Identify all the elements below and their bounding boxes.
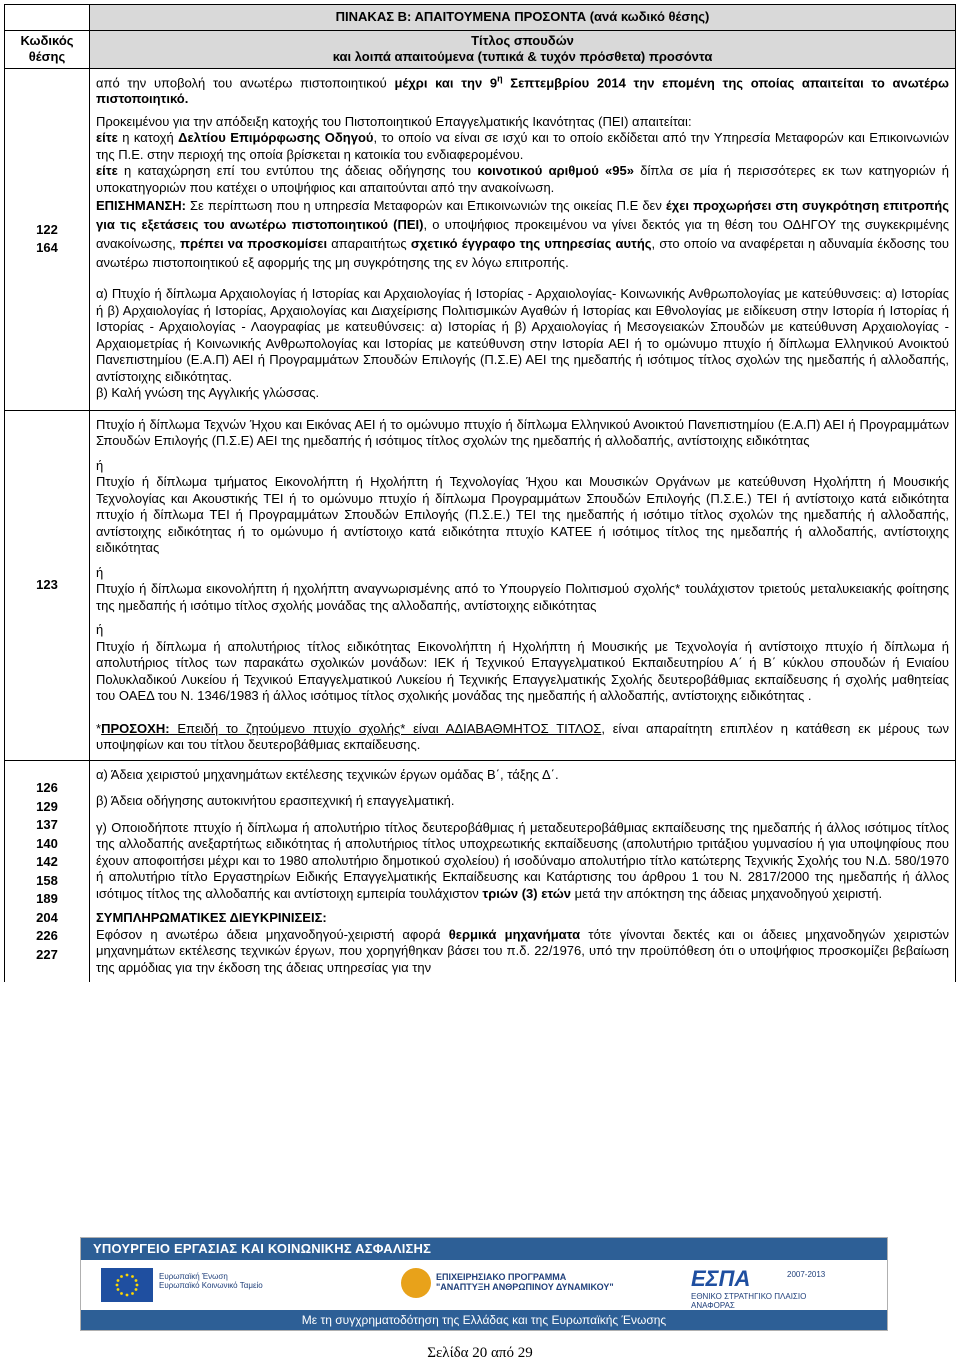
- eu-flag-icon: [101, 1268, 153, 1302]
- funding-banner: ΥΠΟΥΡΓΕΙΟ ΕΡΓΑΣΙΑΣ ΚΑΙ ΚΟΙΝΩΝΙΚΗΣ ΑΣΦΑΛΙΣΗΣ Ευρωπαϊκή Ένωση Ευρωπαϊκό Κοινωνικό Ταμείο ΕΠΙΧΕΙΡΗΣΙΑΚΟ ΠΡΟΓΡΑΜΜΑ "ΑΝΑΠΤΥΞΗ ΑΝΘΡΩΠΙΝΟΥ ΔΥΝΑΜΙΚΟΥ" ΕΣΠΑ 2007-2013 ΕΘΝΙΚΟ ΣΤΡΑΤΗΓΙΚΟ ΠΛΑΙΣΙΟ ΑΝΑΦΟΡΑΣ Με τη συγχρηματοδότηση της Ελλάδας και της Ευρωπαϊκής Ένωσης: [80, 1237, 888, 1331]
- qualifications-text: Πτυχίο ή δίπλωμα Τεχνών Ήχου και Εικόνας ΑΕΙ ή το ομώνυμο πτυχίο ή δίπλωμα Ελληνικού Ανοικτού Πανεπιστημίου (Ε.Α.Π) ΑΕΙ ή Προγραμμάτων Σπουδών Επιλογής (Π.Σ.Ε) ΑΕΙ της ημεδαπής ή ισότιμος τίτλος σχολών της ημεδαπής ή αλλοδαπής, αντίστοιχης ειδικότητας ή Πτυχίο ή δίπλωμα τμήματος Εικονολήπτη ή Ηχολήπτη ή Τεχνολογίας Ήχου και Μουσικών Οργάνων με κατεύθυνση Ηχολήπτη ή Μουσικής Τεχνολογίας και Ακουστικής ΤΕΙ ή το ομώνυμο πτυχίο ή δίπλωμα Προγραμμάτων Σπουδών Επιλογής (Π.Σ.Ε.) ΤΕΙ ή αντίστοιχο κατά ειδικότητα πτυχίο ή δίπλωμα ΤΕΙ ή Προγραμμάτων Σπουδών Επιλογής (Π.Σ.Ε.) ΤΕΙ της ημεδαπής ή ισότιμο τίτλος σχολών της ημεδαπής ή αλλοδαπής, αντίστοιχης ειδικότητας ή το ομώνυμο ή αντίστοιχο κατά ειδικότητα πτυχίο ΚΑΤΕΕ ή ισότιμος τίτλος της ημεδαπής ή αλλοδαπής, αντίστοιχης ειδικότητας ή Πτυχίο ή δίπλωμα εικονολήπτη ή ηχολήπτη αναγνωρισμένης από το Υπουργείο Πολιτισμού σχολής* τουλάχιστον τριετούς μεταλυκειακής φοίτησης της ημεδαπής ή ισότιμο τίτλος σχολής μονάδας της αλλοδαπής, αντίστοιχης ειδικότητας ή Πτυχίο ή δίπλωμα ή απολυτήριος τίτλος ειδικότητας Εικονολήπτη ή Ηχολήπτη ή Μουσικής με Τεχνολογία ή αντίστοιχο πτυχίο ή δίπλωμα ή απολυτήριος τίτλος των παρακάτω σχολικών μονάδων: ΙΕΚ ή Τεχνικού Επαγγελματικού Εκπαιδευτηρίου Α΄ ή Β΄ κύκλου σπουδών ή Ενιαίου Πολυκλαδικού Λυκείου ή Τεχνικού Επαγγελματικού Λυκείου ή Τεχνικής Επαγγελματικής Σχολής δευτεροβάθμιας εκπαίδευσης ή σχολής μαθητείας του ΟΑΕΔ του Ν. 1346/1983 ή άλλος ισότιμος τίτλος σχολικής μονάδας της ημεδαπής ή αλλοδαπής, αντίστοιχης ειδικότητας . *ΠΡΟΣΟΧΗ: Επειδή το ζητούμενο πτυχίο σχολής* είναι ΑΔΙΑΒΑΘΜΗΤΟΣ ΤΙΤΛΟΣ, είναι απαραίτητη επιπλέον η κατάθεση εκ μέρους των υποψηφίων και του τίτλου δευτεροβάθμιας εκπαίδευσης.: [90, 410, 956, 760]
- cofunding-label: Με τη συγχρηματοδότηση της Ελλάδας και της Ευρωπαϊκής Ένωσης: [81, 1310, 887, 1330]
- requirements-table: [4, 4, 956, 982]
- position-code: 123: [5, 410, 90, 760]
- ministry-label: ΥΠΟΥΡΓΕΙΟ ΕΡΓΑΣΙΑΣ ΚΑΙ ΚΟΙΝΩΝΙΚΗΣ ΑΣΦΑΛΙΣΗΣ: [81, 1238, 887, 1260]
- espa-logo: ΕΣΠΑ: [691, 1266, 751, 1291]
- qualifications-text: από την υποβολή του ανωτέρω πιστοποιητικού μέχρι και την $9^\eta$ Σεπτεμβρίου 2014 την επομένη της οποίας απαιτείται το ανωτέρω πιστοποιητικό. Προκειμένου για την απόδειξη κατοχής του Πιστοποιητικού Επαγγελματικής Ικανότητας (ΠΕΙ) απαιτείται: είτε η κατοχή Δελτίου Επιμόρφωσης Οδηγού, το οποίο να είναι σε ισχύ και το οποίο εκδίδεται από την Υπηρεσία Μεταφορών και Επικοινωνιών της Π.Ε. στην περιοχή της οποία βρίσκεται η κατοικία του ενδιαφερομένου. είτε η καταχώρηση επί του εντύπου της άδειας οδήγησης του κοινοτικού αριθμού «95» δίπλα σε μία ή περισσότερες εκ των κατηγοριών ή υποκατηγοριών που κατέχει ο υποψήφιος και απαιτούνται από την ανακοίνωση. ΕΠΙΣΗΜΑΝΣΗ: Σε περίπτωση που η υπηρεσία Μεταφορών και Επικοινωνιών της οικείας Π.Ε δεν έχει προχωρήσει στη συγκρότηση επιτροπής για τις εξετάσεις του ανωτέρω πιστοποιητικού (ΠΕΙ), ο υποψήφιος προκειμένου να γίνει δεκτός για τη θέση του ΟΔΗΓΟΥ της συγκεκριμένης ανακοίνωσης, πρέπει να προσκομίσει απαραιτήτως σχετικό έγγραφο της υπηρεσίας αυτής, στο οποίο να αναφέρεται η αδυναμία έκδοσης του ανωτέρω πιστοποιητικού εξ αφορμής της μη συγκρότησης της εν λόγω επιτροπής. α) Πτυχίο ή δίπλωμα Αρχαιολογίας ή Ιστορίας και Αρχαιολογίας ή Ιστορίας - Αρχαιολογίας- Κοινωνικής Ανθρωπολογίας με κατεύθυνσεις: α) Ιστορίας ή β) Αρχαιολογίας ή Ιστορίας, Αρχαιολογίας και Διαχείρισης Πολιτισμικών Αγαθών ή Ιστορίας και Εθνολογίας με ειδίκευση στην Ιστορία ή Ιστορίας ή Ιστορίας - Αρχαιολογίας - Λαογραφίας με κατευθύνσεις: α) Ιστορίας ή β) Αρχαιολογίας ή Μεσογειακών Σπουδών με κατεύθυνση Αρχαιολογίας - Αρχαιομετρίας ή Κοινωνικής Ανθρωπολογίας και Ιστορίας με κατεύθυνση στην Ιστορία ΑΕΙ ή το ομώνυμο πτυχίο ή δίπλωμα Ελληνικού Ανοικτού Πανεπιστημίου (Ε.Α.Π) ΑΕΙ ή Προγραμμάτων Σπουδών Επιλογής (Π.Σ.Ε) ΑΕΙ της ημεδαπής ή ισότιμος τίτλος σχολών της ημεδαπής ή αλλοδαπής, αντίστοιχης ειδικότητας. β) Καλή γνώση της Αγγλικής γλώσσας.: [90, 68, 956, 410]
- position-codes: 126 129 137 140 142 158 189 204 226 227: [5, 760, 90, 982]
- page-number: Σελίδα 20 από 29: [427, 1345, 533, 1361]
- qualifications-text: α) Άδεια χειριστού μηχανημάτων εκτέλεσης τεχνικών έργων ομάδας Β΄, τάξης Δ΄. β) Άδεια οδήγησης αυτοκινήτου ερασιτεχνική ή επαγγελματική. γ) Οποιοδήποτε πτυχίο ή δίπλωμα ή απολυτήριο τίτλος δευτεροβάθμιας ή μεταδευτεροβάθμιας εκπαίδευσης της ημεδαπής ή άλλος ισότιμος τίτλος της αλλοδαπής ανεξαρτήτως ειδικότητας ή απολυτήριος τίτλος υποχρεωτικής εκπαίδευσης (απολυτήριο τριτάξιου γυμνασίου ή για υποψηφίους που έχουν αποφοιτήσει μέχρι και το 1980 απολυτήριο δημοτικού σχολείου) ή ισοδύναμο απολυτήριο τίτλο κατώτερης Τεχνικής Σχολής του Ν.Δ. 580/1970 ή απολυτήριο τίτλο Εργαστηρίων Ειδικής Επαγγελματικής Εκπαίδευσης και Κατάρτισης του άρθρου 1 του Ν. 2817/2000 της ημεδαπής ή άλλος ισότιμος τίτλος της αλλοδαπής και αντίστοιχη εμπειρία τουλάχιστον τριών (3) ετών μετά την απόκτηση της άδειας μηχανοδηγού χειριστή. ΣΥΜΠΛΗΡΩΜΑΤΙΚΕΣ ΔΙΕΥΚΡΙΝΙΣΕΙΣ: Εφόσον η ανωτέρω άδεια μηχανοδηγού-χειριστή αφορά θερμικά μηχανήματα τότε γίνονται δεκτές και οι άδειες μηχανοδηγών χειριστών μηχανημάτων εκτέλεσης τεχνικών έργων, που χορηγήθηκαν βάσει του π.δ. 22/1976, υπό την προϋπόθεση ότι ο υποψήφιος προσκομίζει βεβαίωση της αρμόδιας για την έκδοση της άδειας υπηρεσίας για την: [90, 760, 956, 982]
- position-codes: 122 164: [5, 68, 90, 410]
- qualifications-column-header: Τίτλος σπουδών και λοιπά απαιτούμενα (τυπικά & τυχόν πρόσθετα) προσόντα: [90, 30, 956, 68]
- table-row: [5, 760, 956, 982]
- program-logo-icon: [401, 1268, 431, 1298]
- table-row: [5, 410, 956, 760]
- table-row: [5, 68, 956, 410]
- table-title: ΠΙΝΑΚΑΣ Β: ΑΠΑΙΤΟΥΜΕΝΑ ΠΡΟΣΟΝΤΑ (ανά κωδικό θέσης): [90, 5, 956, 31]
- code-column-header: Κωδικός θέσης: [5, 30, 90, 68]
